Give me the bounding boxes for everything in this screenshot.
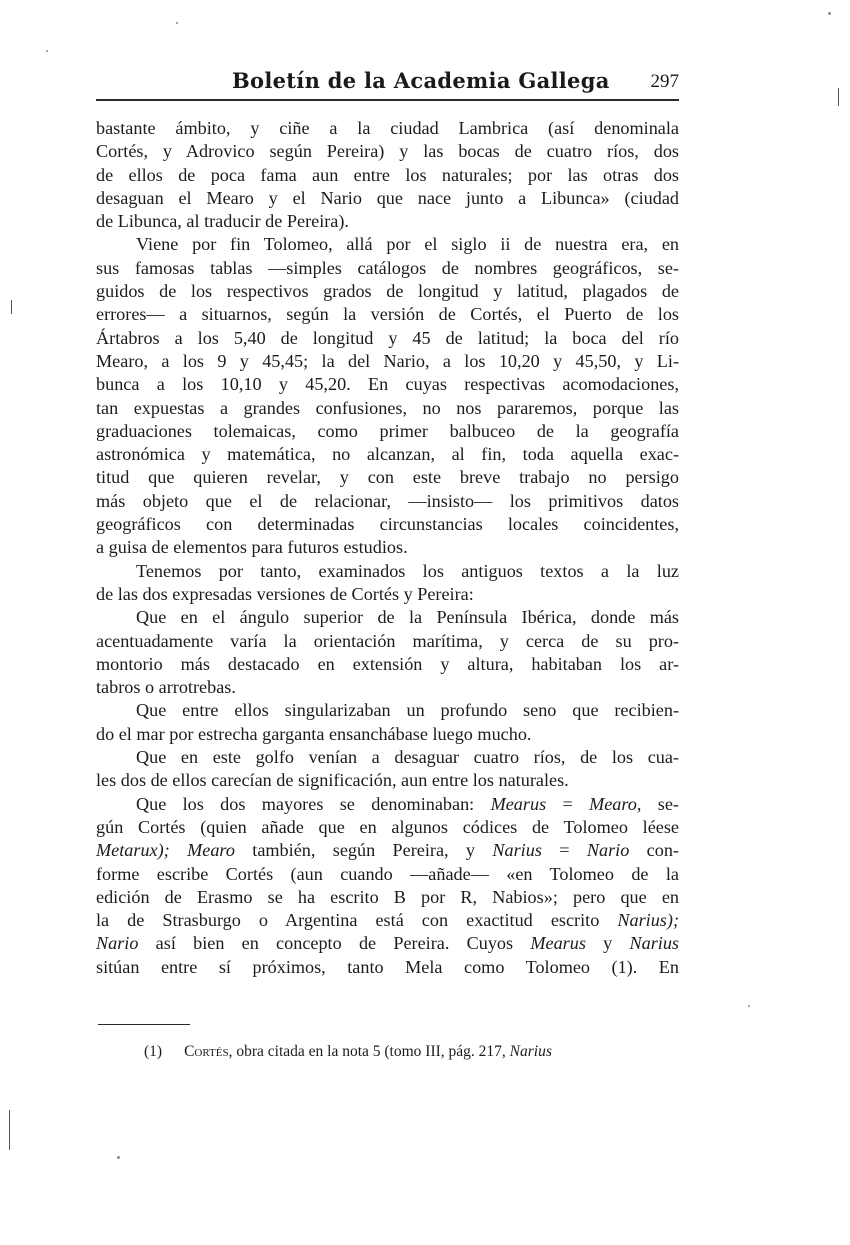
text-line: Metarux); Mearo también, según Pereira, y Narius = Nario con- (96, 840, 679, 861)
text-line: Que en el ángulo superior de la Península Ibérica, donde más (136, 607, 679, 628)
body-text (96, 117, 679, 979)
scan-speck (176, 22, 178, 24)
header-rule (96, 99, 679, 101)
text-line: Mearo, a los 9 y 45,45; la del Nario, a los 10,20 y 45,50, y Li- (96, 350, 679, 371)
italic-term: Narius (629, 933, 680, 954)
footnote-text: , obra citada en la nota 5 (tomo III, pág. 217, (228, 1043, 510, 1060)
scan-speck (117, 1156, 120, 1159)
text-line: do el mar por estrecha garganta ensanchábase luego mucho. (96, 723, 532, 744)
scan-speck (828, 12, 831, 15)
text-line: Que entre ellos singularizaban un profundo seno que recibien- (136, 700, 679, 721)
text-line: Que en este golfo venían a desaguar cuatro ríos, de los cua- (136, 747, 679, 768)
scan-speck (748, 1005, 750, 1007)
body-lines (96, 117, 679, 793)
text-line: forme escribe Cortés (aun cuando —añade— «en Tolomeo de la (96, 863, 679, 884)
text-line: Tenemos por tanto, examinados los antiguos textos a la luz (136, 560, 679, 581)
scan-edge-mark (9, 1110, 10, 1150)
text-line: Cortés, y Adrovico según Pereira) y las bocas de cuatro ríos, dos (96, 141, 679, 162)
footnote-mark: (1) (144, 1043, 163, 1060)
scan-speck (46, 50, 48, 52)
text-line: tabros o arrotrebas. (96, 677, 236, 698)
text-line: les dos de ellos carecían de significación, aun entre los naturales. (96, 770, 569, 791)
italic-term: Mearus (530, 933, 586, 954)
italic-term: Narius (492, 840, 542, 861)
text-line: Que los dos mayores se denominaban: Mearus = Mearo, se- (136, 793, 679, 814)
italic-term: Metarux); (96, 840, 170, 861)
text-line: gún Cortés (quien añade que en algunos códices de Tolomeo léese (96, 816, 679, 837)
italic-term: Nario (586, 840, 630, 861)
text-line: de ellos de poca fama aun entre los naturales; por las otras dos (96, 164, 679, 185)
text-line: guidos de los respectivos grados de longitud y latitud, plagados de (96, 281, 679, 302)
text-line: bastante ámbito, y ciñe a la ciudad Lambrica (así denominala (96, 118, 679, 138)
text-line: Nario así bien en concepto de Pereira. Cuyos Mearus y Narius (96, 933, 680, 954)
footnote (144, 1041, 684, 1063)
footnote-italic: Narius (509, 1043, 552, 1060)
text-line: edición de Erasmo se ha escrito B por R, Nabios»; pero que en (96, 886, 679, 907)
footnote-rule (98, 1024, 190, 1025)
text-line: Ártabros a los 5,40 de longitud y 45 de latitud; la boca del río (96, 327, 679, 348)
text-line: de las dos expresadas versiones de Cortés y Pereira: (96, 583, 474, 604)
scan-edge-mark (838, 88, 839, 106)
text-line: titud que quieren revelar, y con este breve trabajo no persigo (96, 467, 679, 488)
page-number: 297 (650, 71, 679, 92)
text-line: errores— a situarnos, según la versión de Cortés, el Puerto de los (96, 304, 679, 325)
text-line: desaguan el Mearo y el Nario que nace junto a Libunca» (ciudad (96, 187, 679, 208)
text-line: sitúan entre sí próximos, tanto Mela como Tolomeo (1). En (96, 956, 679, 977)
scan-edge-mark (11, 300, 12, 314)
text-line: la de Strasburgo o Argentina está con exactitud escrito Narius); (96, 910, 679, 931)
text-line: acentuadamente varía la orientación marítima, y cerca de su pro- (96, 630, 679, 651)
text-line: geográficos con determinadas circunstancias locales coincidentes, (96, 514, 679, 535)
text-line: tan expuestas a grandes confusiones, no nos pararemos, porque las (96, 397, 679, 418)
text-line: astronómica y matemática, no alcanzan, al fin, toda aquella exac- (96, 444, 679, 465)
running-header (96, 64, 679, 98)
italic-term: Mearo (187, 840, 235, 861)
text-line: sus famosas tablas —simples catálogos de nombres geográficos, se- (96, 257, 679, 278)
text-line: graduaciones tolemaicas, como primer balbuceo de la geografía (96, 420, 679, 441)
footnote-author: Cortés (184, 1043, 229, 1060)
text-line: montorio más destacado en extensión y altura, habitaban los ar- (96, 653, 679, 674)
journal-title: Boletín de la Academia Gallega (232, 68, 610, 93)
italic-term: Mearus (490, 793, 547, 814)
text-line: Viene por fin Tolomeo, allá por el siglo ii de nuestra era, en (136, 234, 679, 255)
text-line: más objeto que el de relacionar, —insisto— los primitivos datos (96, 490, 679, 511)
text-line: de Libunca, al traducir de Pereira). (96, 211, 349, 232)
italic-term: Narius); (617, 910, 679, 931)
italic-term: Mearo, (589, 793, 642, 814)
text-line: bunca a los 10,10 y 45,20. En cuyas respectivas acomodaciones, (96, 374, 679, 395)
text-line: a guisa de elementos para futuros estudios. (96, 537, 408, 558)
italic-term: Nario (96, 933, 139, 954)
